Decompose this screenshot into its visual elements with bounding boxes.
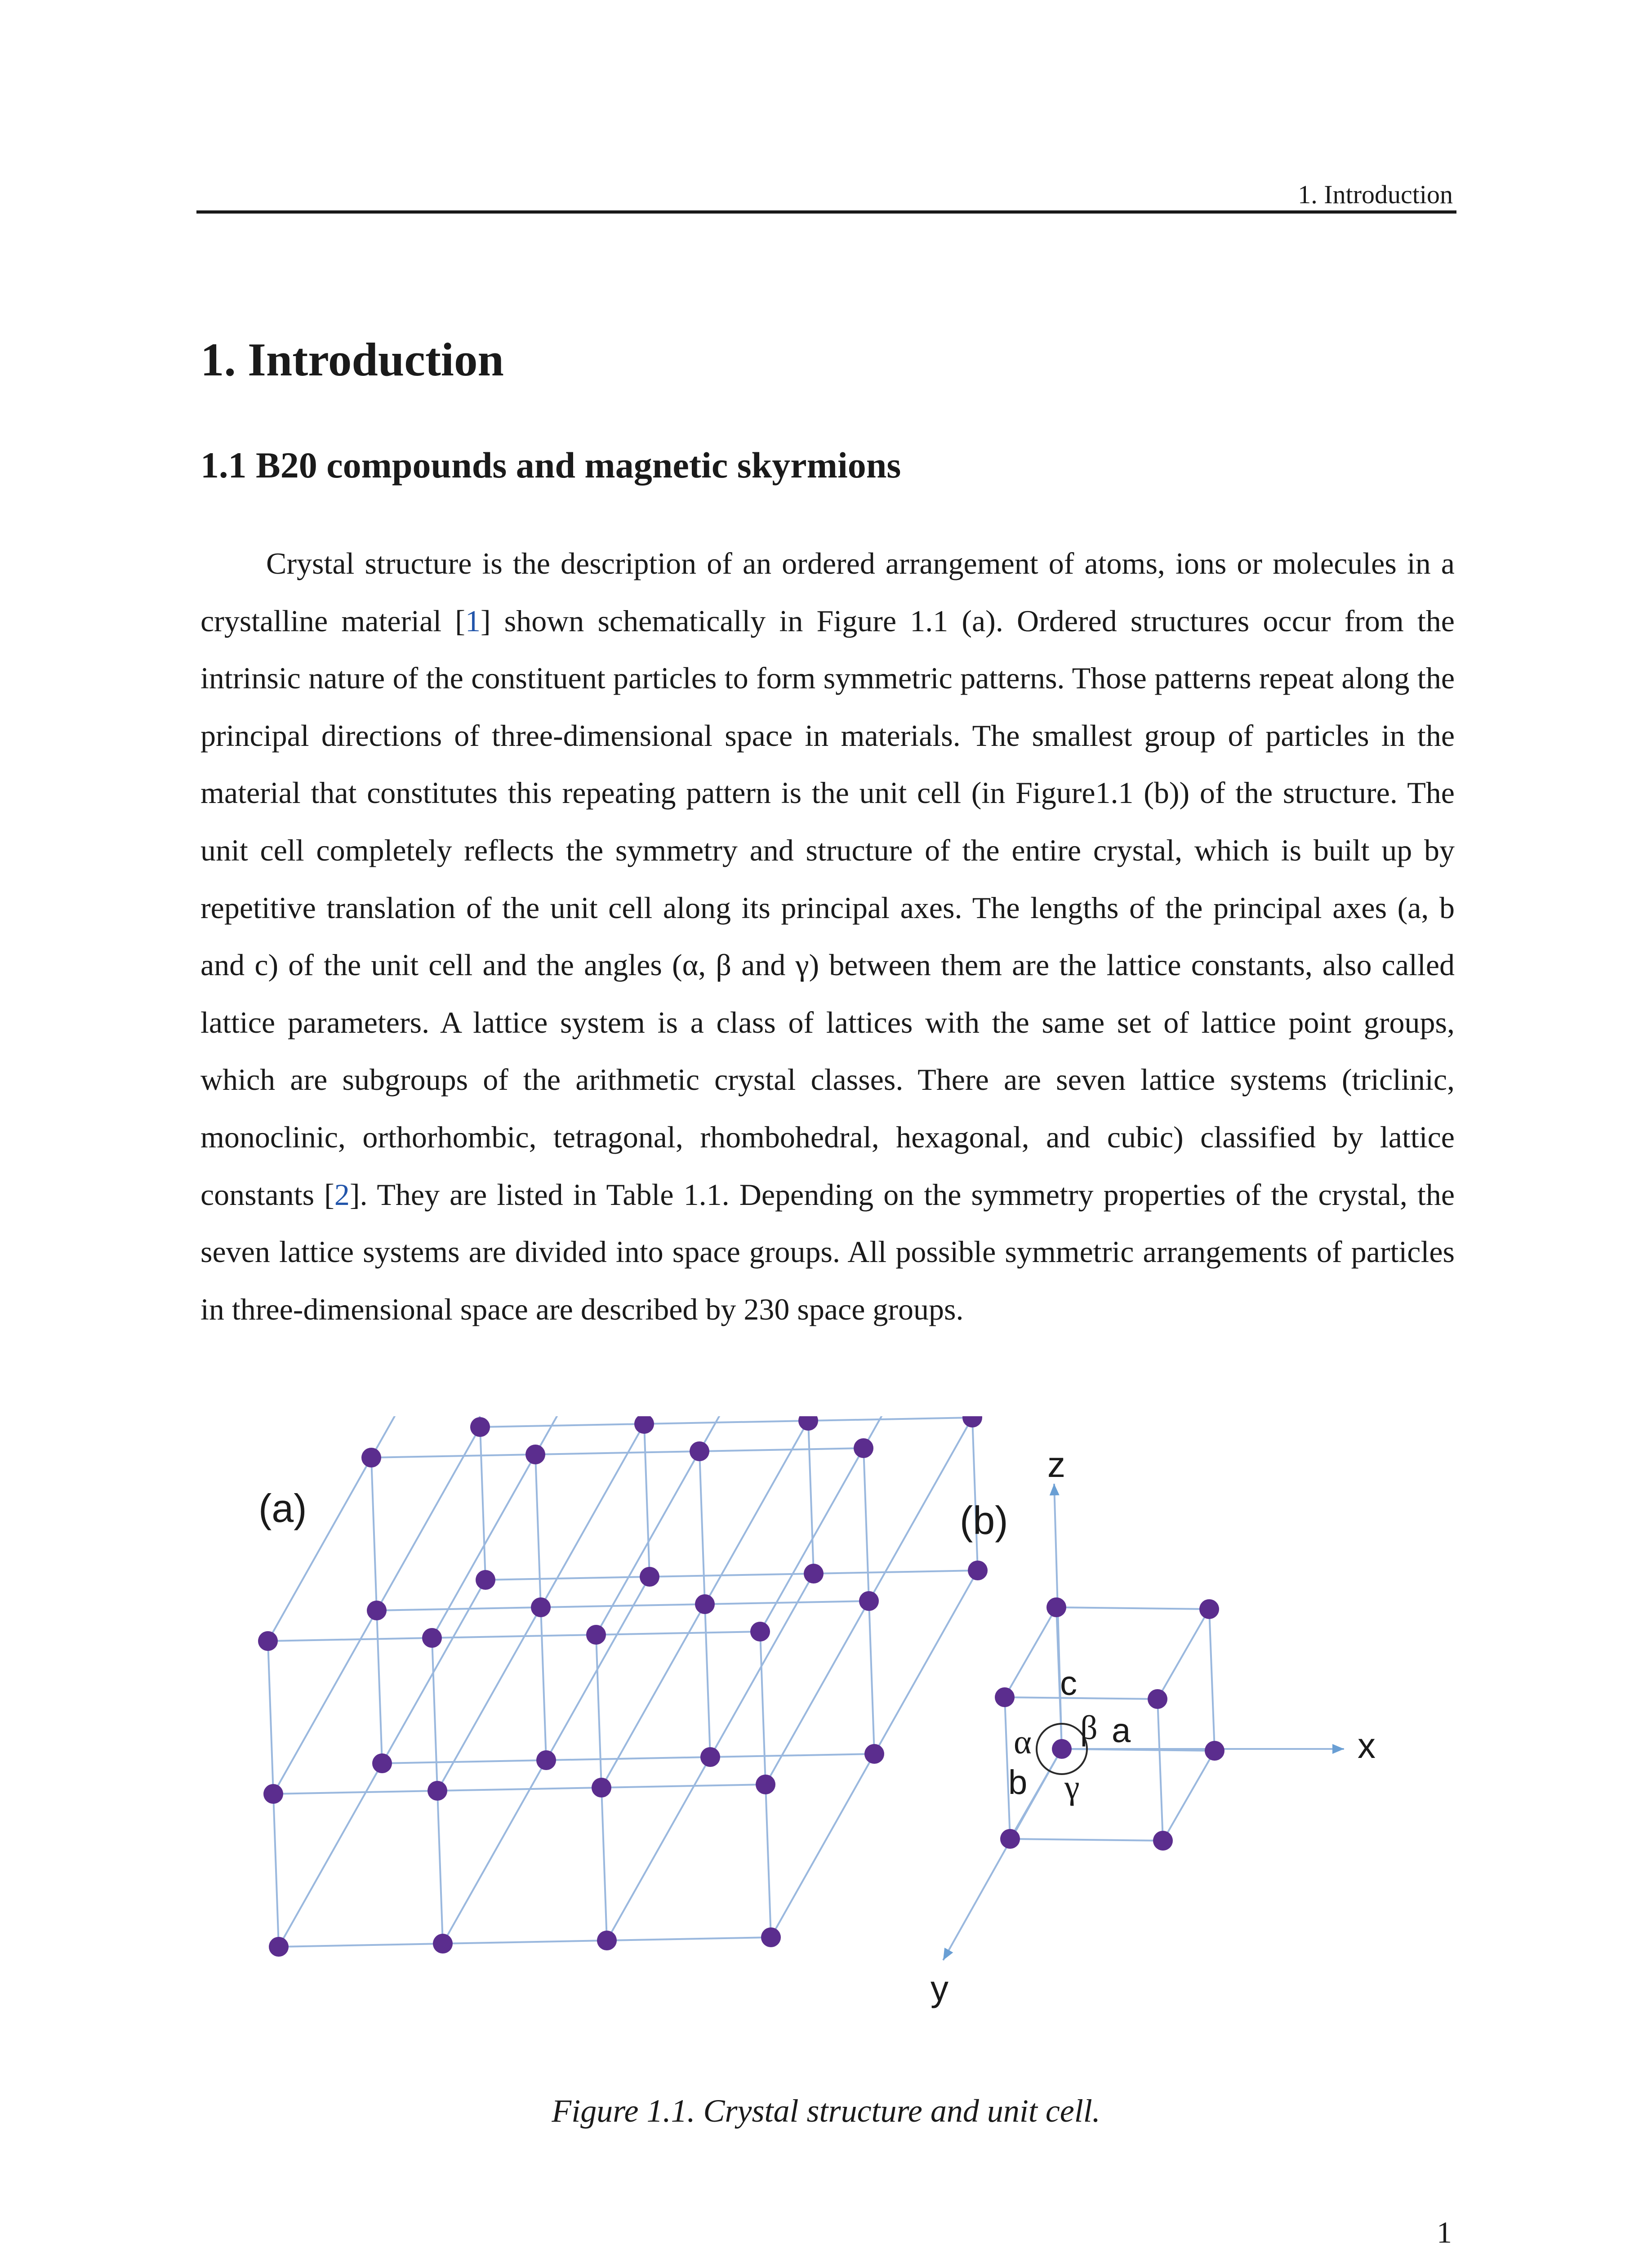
lattice-atom bbox=[586, 1625, 606, 1645]
lattice-bond bbox=[371, 1416, 475, 1458]
lattice-bond bbox=[596, 1632, 760, 1635]
lattice-atom bbox=[536, 1750, 556, 1770]
lattice-bond bbox=[432, 1638, 437, 1791]
lattice-bond bbox=[437, 1607, 541, 1791]
lattice-bond bbox=[268, 1458, 371, 1641]
lattice-atom bbox=[592, 1778, 611, 1798]
lattice-bond bbox=[705, 1601, 869, 1604]
cell-atom bbox=[1205, 1741, 1225, 1761]
section-title: 1.1 B20 compounds and magnetic skyrmions bbox=[200, 445, 901, 486]
cell-atom bbox=[1000, 1829, 1020, 1849]
lattice-bond bbox=[705, 1604, 710, 1757]
lattice-bond bbox=[432, 1635, 596, 1638]
lattice-bond bbox=[710, 1754, 874, 1757]
lattice-bond bbox=[699, 1448, 864, 1451]
angle-beta-label: β bbox=[1080, 1709, 1098, 1747]
lattice-bond bbox=[273, 1791, 437, 1794]
lattice-atom bbox=[798, 1416, 818, 1431]
lattice-bond bbox=[273, 1610, 377, 1794]
cell-edge bbox=[1005, 1607, 1056, 1697]
edge-c-label: c bbox=[1060, 1664, 1077, 1703]
cell-edge bbox=[1056, 1607, 1209, 1609]
lattice-bond bbox=[972, 1418, 978, 1570]
lattice-atom bbox=[968, 1561, 988, 1580]
lattice-atom bbox=[258, 1631, 278, 1651]
citation-link-2[interactable]: 2 bbox=[334, 1177, 350, 1212]
edge-a-label: a bbox=[1112, 1712, 1131, 1750]
lattice-atom bbox=[597, 1931, 617, 1950]
lattice-bond bbox=[699, 1451, 705, 1604]
angle-alpha-label: α bbox=[1014, 1723, 1032, 1761]
lattice-atom bbox=[476, 1570, 495, 1590]
lattice-atom bbox=[750, 1622, 770, 1641]
running-header bbox=[196, 179, 1456, 214]
paragraph-text-2: ] shown schematically in Figure 1.1 (a). Ordered structures occur from the intrinsic nature of the constituent particles to form symmetric patterns. Those patterns repeat along the principal directions of three-dimensional space in materials. The smallest group of particles in the material that constitutes this repeating pattern is the unit cell (in Figure1.1 (b)) of the structure. The unit cell completely reflects the symmetry and structure of the entire crystal, which is built up by repetitive translation of the unit cell along its principal axes. The lengths of the principal axes (a, b and c) of the unit cell and the angles (α, β and γ) between them are the lattice constants, also called lattice parameters. A lattice system is a class of lattices with the same set of lattice point groups, which are subgroups of the arithmetic crystal classes. There are seven lattice systems (triclinic, monoclinic, orthorhombic, tetragonal, rhombohedral, hexagonal, and cubic) classified by lattice constants [ bbox=[200, 603, 1455, 1212]
lattice-bond bbox=[279, 1763, 382, 1947]
lattice-bond bbox=[535, 1451, 699, 1454]
lattice-bond bbox=[814, 1570, 978, 1574]
cell-atom bbox=[1046, 1597, 1066, 1617]
lattice-bond bbox=[480, 1427, 485, 1580]
cell-atom bbox=[1199, 1599, 1219, 1619]
lattice-atom bbox=[372, 1753, 392, 1773]
lattice-bond bbox=[377, 1607, 541, 1610]
axis-x-label: x bbox=[1358, 1726, 1376, 1766]
lattice-bond bbox=[268, 1638, 432, 1641]
lattice-atom bbox=[700, 1747, 720, 1767]
figure-svg bbox=[0, 1416, 1652, 2046]
lattice-bond bbox=[443, 1940, 607, 1944]
axis-x-arrowhead bbox=[1332, 1744, 1344, 1754]
lattice-bond bbox=[377, 1427, 480, 1610]
lattice-bond bbox=[864, 1416, 967, 1448]
lattice-atom bbox=[761, 1927, 781, 1947]
lattice-atom bbox=[263, 1784, 283, 1804]
axis-z-label: z bbox=[1047, 1445, 1065, 1485]
figure-crystal-structure bbox=[0, 1416, 1652, 2046]
cell-atom bbox=[1052, 1739, 1072, 1759]
lattice-bond bbox=[644, 1421, 808, 1424]
lattice-atom bbox=[422, 1628, 442, 1648]
panel-a-label: (a) bbox=[258, 1486, 307, 1530]
axis-y-label: y bbox=[931, 1968, 948, 2008]
lattice-atom bbox=[433, 1934, 453, 1954]
lattice-bond bbox=[808, 1418, 972, 1421]
cell-edge bbox=[1010, 1839, 1163, 1841]
lattice-bond bbox=[546, 1757, 710, 1760]
cell-edge bbox=[1158, 1609, 1209, 1699]
cell-atom bbox=[1153, 1831, 1173, 1851]
edge-b-label: b bbox=[1008, 1763, 1028, 1802]
chapter-title: 1. Introduction bbox=[200, 333, 504, 386]
lattice-bond bbox=[437, 1788, 601, 1791]
lattice-bond bbox=[650, 1574, 814, 1577]
citation-link-1[interactable]: 1 bbox=[465, 603, 481, 638]
lattice-panel-a bbox=[258, 1416, 988, 1957]
lattice-bond bbox=[443, 1760, 546, 1944]
lattice-bond bbox=[607, 1937, 771, 1940]
lattice-bond bbox=[705, 1421, 808, 1604]
lattice-bond bbox=[596, 1635, 601, 1788]
lattice-bond bbox=[382, 1760, 546, 1763]
running-header-title: 1. Introduction bbox=[1298, 180, 1453, 209]
lattice-bond bbox=[766, 1784, 771, 1937]
lattice-bond bbox=[535, 1416, 639, 1454]
lattice-bond bbox=[432, 1454, 535, 1638]
lattice-atom bbox=[854, 1438, 873, 1458]
panel-b-label: (b) bbox=[960, 1498, 1008, 1543]
lattice-bond bbox=[760, 1448, 864, 1632]
lattice-bond bbox=[268, 1641, 273, 1794]
lattice-bond bbox=[273, 1794, 279, 1947]
lattice-atom bbox=[361, 1448, 381, 1467]
cell-atom bbox=[995, 1687, 1015, 1707]
lattice-bond bbox=[760, 1632, 766, 1784]
lattice-bond bbox=[480, 1424, 644, 1427]
lattice-bond bbox=[874, 1570, 978, 1754]
lattice-bond bbox=[601, 1604, 705, 1788]
lattice-bond bbox=[485, 1577, 650, 1580]
lattice-atom bbox=[640, 1567, 659, 1587]
angle-gamma-label: γ bbox=[1064, 1768, 1080, 1806]
lattice-atom bbox=[804, 1564, 824, 1583]
lattice-bond bbox=[869, 1418, 972, 1601]
cell-edge bbox=[1158, 1699, 1163, 1841]
lattice-atom bbox=[756, 1775, 775, 1794]
lattice-atom bbox=[859, 1591, 879, 1611]
cell-edge bbox=[1005, 1697, 1158, 1699]
lattice-bond bbox=[541, 1424, 644, 1607]
lattice-atom bbox=[864, 1744, 884, 1764]
lattice-bond bbox=[279, 1944, 443, 1947]
lattice-atom bbox=[531, 1597, 551, 1617]
lattice-bond bbox=[864, 1448, 869, 1601]
lattice-bond bbox=[869, 1601, 874, 1754]
lattice-bond bbox=[766, 1601, 869, 1784]
lattice-atom bbox=[525, 1445, 545, 1464]
lattice-bond bbox=[371, 1454, 535, 1458]
lattice-bond bbox=[541, 1604, 705, 1607]
figure-caption: Figure 1.1. Crystal structure and unit cell. bbox=[552, 2093, 1100, 2129]
lattice-bond bbox=[601, 1788, 607, 1940]
lattice-atom bbox=[695, 1594, 715, 1614]
lattice-bond bbox=[377, 1610, 382, 1763]
lattice-atom bbox=[634, 1416, 654, 1434]
axis-y bbox=[943, 1749, 1062, 1960]
cell-atom bbox=[1148, 1689, 1167, 1709]
lattice-bond bbox=[371, 1458, 377, 1610]
paragraph-text-3: ]. They are listed in Table 1.1. Depending on the symmetry properties of the crystal, the seven lattice systems are divided into space groups. All possible symmetric arrangements of particles in three-dimensional space are described by 230 space groups. bbox=[200, 1177, 1455, 1326]
lattice-atom bbox=[690, 1441, 709, 1461]
cell-edge bbox=[1163, 1751, 1215, 1841]
lattice-bond bbox=[808, 1421, 814, 1574]
lattice-bond bbox=[601, 1784, 766, 1788]
lattice-atom bbox=[962, 1416, 982, 1427]
lattice-atom bbox=[367, 1601, 387, 1620]
axis-z-arrowhead bbox=[1050, 1484, 1060, 1495]
lattice-bond bbox=[541, 1607, 546, 1760]
page-number: 1 bbox=[1437, 2215, 1452, 2248]
body-paragraph bbox=[200, 535, 1455, 1338]
lattice-atom bbox=[470, 1417, 490, 1437]
lattice-atom bbox=[427, 1781, 447, 1801]
lattice-bond bbox=[771, 1754, 874, 1937]
lattice-bond bbox=[535, 1454, 541, 1607]
cell-edge bbox=[1209, 1609, 1215, 1751]
lattice-bond bbox=[644, 1424, 650, 1577]
paragraph-text-1: Crystal structure is the description of an ordered arrangement of atoms, ions or molecules in a crystalline material [ bbox=[200, 546, 1455, 638]
lattice-bond bbox=[437, 1791, 443, 1944]
unit-cell-panel-b bbox=[943, 1484, 1344, 1960]
lattice-bond bbox=[607, 1757, 710, 1940]
lattice-bond bbox=[596, 1451, 699, 1635]
lattice-atom bbox=[269, 1937, 289, 1957]
